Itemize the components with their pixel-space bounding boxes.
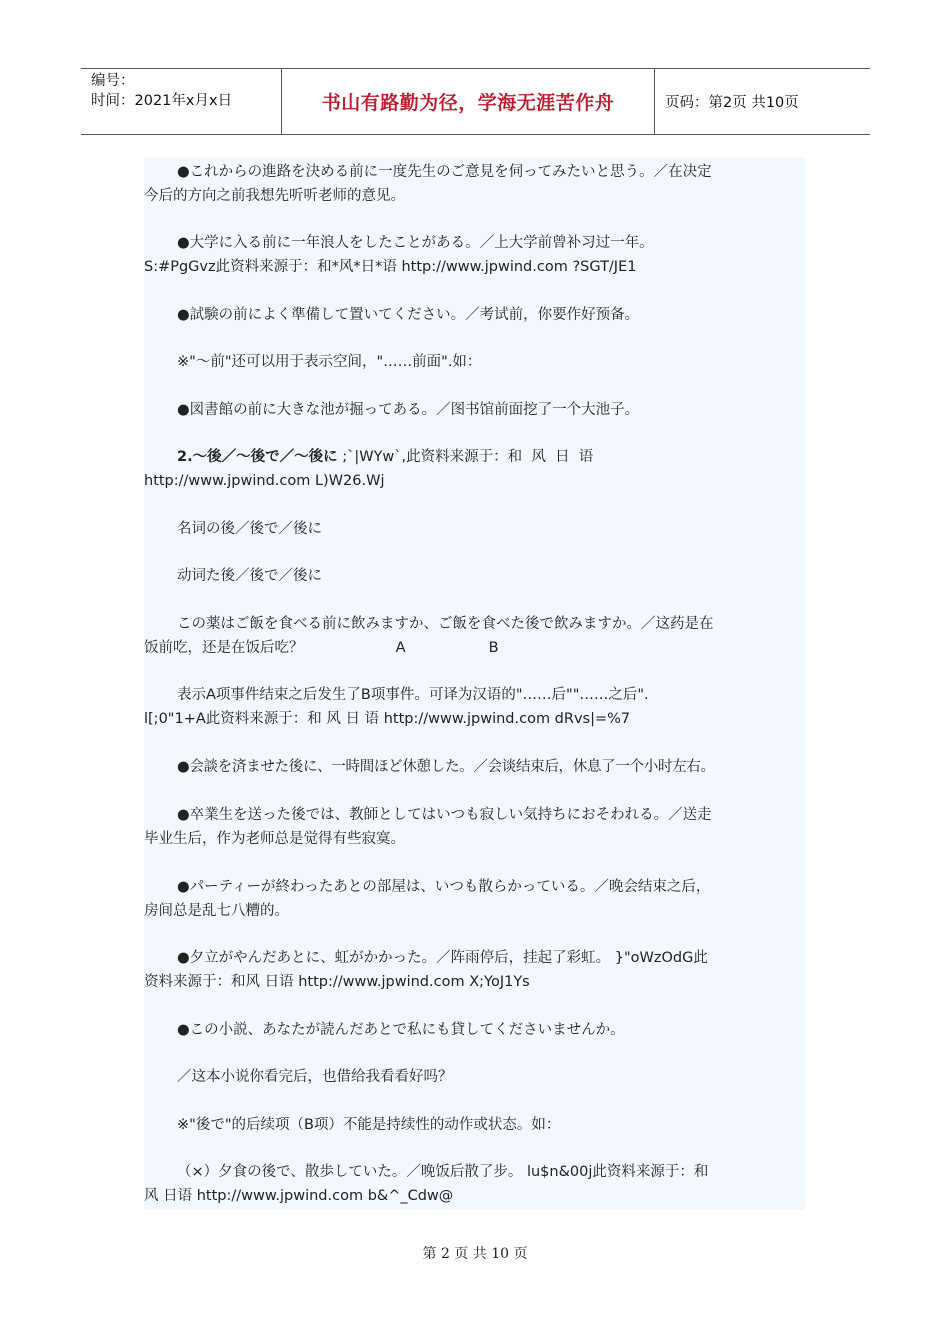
text-line: （×）夕食の後で、散歩していた。／晚饭后散了步。 lu$n&00j此资料来源于：和 — [177, 1164, 709, 1180]
header-page-cell — [655, 69, 870, 134]
text-line: ※"～前"还可以用于表示空间，"……前面".如： — [177, 354, 482, 370]
paragraph — [144, 946, 805, 994]
text-line: ●大学に入る前に一年浪人をしたことがある。／上大学前曾补习过一年。 — [177, 235, 654, 251]
text-line: S:#PgGvz此资料来源于：和*风*日*语 http://www.jpwind.com ?SGT/JE1 — [144, 259, 637, 275]
paragraph — [144, 398, 805, 422]
text-line: 毕业生后，作为老师总是觉得有些寂寞。 — [144, 831, 405, 847]
text-line: ※"後で"的后续项（B项）不能是持续性的动作或状态。如： — [177, 1117, 561, 1133]
paragraph — [144, 1113, 805, 1137]
header-table — [81, 68, 870, 135]
paragraph — [144, 1018, 805, 1042]
text-line: 饭前吃，还是在饭后吃？ A B — [144, 640, 499, 656]
text-line: ●パーティーが終わったあとの部屋は、いつも散らかっている。／晚会结束之后， — [177, 879, 711, 895]
text-line: この薬はご飯を食べる前に飲みますか、ご飯を食べた後で飲みますか。／这药是在 — [177, 616, 714, 632]
number-label: 编号： — [91, 73, 135, 89]
text-line: 名词の後／後で／後に — [177, 521, 322, 537]
text-line: ●試験の前によく準備して置いてください。／考试前，你要作好预备。 — [177, 307, 640, 323]
page-footer: 第 2 页 共 10 页 — [422, 1246, 528, 1262]
paragraph — [144, 445, 805, 493]
motto-text: 书山有路勤为径，学海无涯苦作舟 — [321, 92, 615, 114]
header-motto-cell — [282, 69, 655, 134]
time-label: 时间：2021年x月x日 — [91, 93, 233, 109]
text-line: 风 日语 http://www.jpwind.com b&^_Cdw@ — [144, 1188, 454, 1204]
page-info: 页码：第2页 共10页 — [665, 95, 799, 111]
text-line: http://www.jpwind.com L)W26.Wj — [144, 473, 385, 489]
section-heading: 2.～後／～後で／～後に — [177, 449, 338, 465]
paragraph — [144, 683, 805, 731]
paragraph — [144, 303, 805, 327]
paragraph — [144, 160, 805, 208]
text-line: 房间总是乱七八糟的。 — [144, 903, 289, 919]
text-line: ●夕立がやんだあとに、虹がかかった。／阵雨停后，挂起了彩虹。 }"oWzOdG此 — [177, 950, 708, 966]
text-line: 动词た後／後で／後に — [177, 568, 322, 584]
paragraph — [144, 803, 805, 851]
text-line: 表示A项事件结束之后发生了B项事件。可译为汉语的"……后""……之后". — [177, 687, 649, 703]
paragraph — [144, 755, 805, 779]
paragraph — [144, 517, 805, 541]
header-left-cell — [81, 69, 282, 134]
paragraph — [144, 564, 805, 588]
text-line: ●卒業生を送った後では、教師としてはいつも寂しい気持ちにおそわれる。／送走 — [177, 807, 712, 823]
text-fragment: ;`|WYw`,此资料来源于：和 风 日 语 — [337, 449, 594, 465]
text-line: 今后的方向之前我想先听听老师的意见。 — [144, 188, 405, 204]
text-line: ●図書館の前に大きな池が掘ってある。／图书馆前面挖了一个大池子。 — [177, 402, 640, 418]
text-line: ●これからの進路を決める前に一度先生のご意見を伺ってみたいと思う。／在决定 — [177, 164, 712, 180]
paragraph — [144, 1065, 805, 1089]
text-line: l[;0"1+A此资料来源于：和 风 日 语 http://www.jpwind.com dRvs|=%7 — [144, 711, 631, 727]
text-line: ●この小説、あなたが読んだあとで私にも貸してくださいませんか。 — [177, 1022, 625, 1038]
text-line: 资料来源于：和风 日语 http://www.jpwind.com X;YoJ1Ys — [144, 974, 530, 990]
paragraph — [144, 612, 805, 660]
paragraph — [144, 875, 805, 923]
document-body — [144, 157, 805, 1210]
text-line — [144, 445, 805, 469]
text-line: ●会談を済ませた後に、一時間ほど休憩した。／会谈结束后，休息了一个小时左右。 — [177, 759, 715, 775]
paragraph — [144, 350, 805, 374]
text-line: ／这本小说你看完后，也借给我看看好吗？ — [177, 1069, 453, 1085]
paragraph — [144, 1160, 805, 1208]
paragraph — [144, 231, 805, 279]
